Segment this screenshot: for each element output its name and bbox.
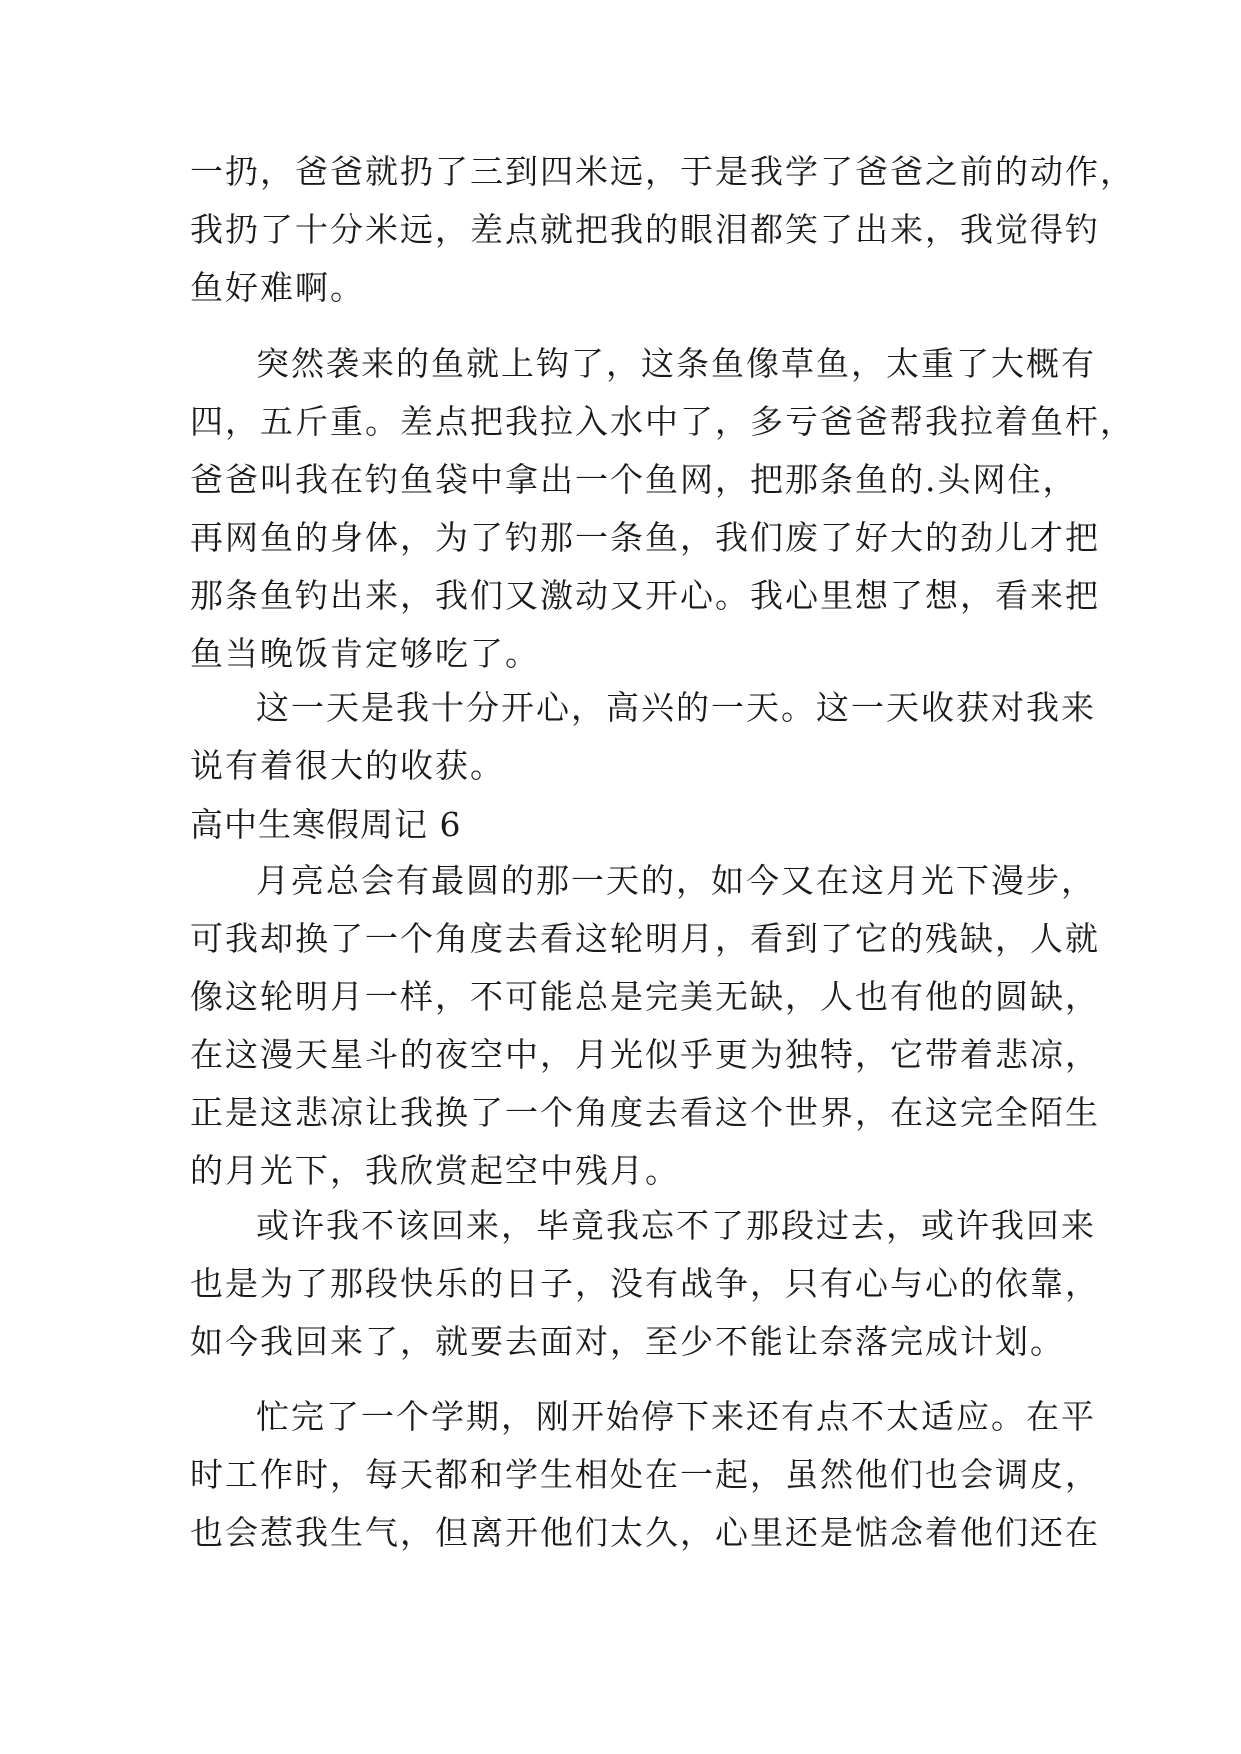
paragraph-line: 像这轮明月一样，不可能总是完美无缺，人也有他的圆缺， xyxy=(190,977,1100,1016)
paragraph-line: 爸爸叫我在钓鱼袋中拿出一个鱼网，把那条鱼的.头网住， xyxy=(190,460,1078,499)
paragraph-line: 鱼当晚饭肯定够吃了。 xyxy=(190,634,540,673)
paragraph-line: 四，五斤重。差点把我拉入水中了，多亏爸爸帮我拉着鱼杆， xyxy=(190,402,1135,441)
paragraph-line: 可我却换了一个角度去看这轮明月，看到了它的残缺，人就 xyxy=(190,919,1100,958)
paragraph-line: 在这漫天星斗的夜空中，月光似乎更为独特，它带着悲凉， xyxy=(190,1035,1100,1074)
paragraph-1 xyxy=(190,143,1135,317)
paragraph-3 xyxy=(190,679,1096,795)
paragraph-line: 我扔了十分米远，差点就把我的眼泪都笑了出来，我觉得钓 xyxy=(190,210,1100,249)
paragraph-line: 说有着很大的收获。 xyxy=(190,746,505,785)
section-paragraph-1 xyxy=(190,852,1100,1200)
section-title: 高中生寒假周记 6 xyxy=(190,805,462,844)
paragraph-line: 突然袭来的鱼就上钩了，这条鱼像草鱼，太重了大概有 xyxy=(256,344,1096,383)
paragraph-2 xyxy=(190,335,1135,683)
paragraph-line: 再网鱼的身体，为了钓那一条鱼，我们废了好大的劲儿才把 xyxy=(190,518,1100,557)
paragraph-line: 月亮总会有最圆的那一天的，如今又在这月光下漫步， xyxy=(256,861,1096,900)
paragraph-line: 正是这悲凉让我换了一个角度去看这个世界，在这完全陌生 xyxy=(190,1093,1100,1132)
paragraph-line: 时工作时，每天都和学生相处在一起，虽然他们也会调皮， xyxy=(190,1455,1100,1494)
paragraph-line: 鱼好难啊。 xyxy=(190,268,365,307)
paragraph-line: 忙完了一个学期，刚开始停下来还有点不太适应。在平 xyxy=(256,1397,1096,1436)
section-paragraph-2 xyxy=(190,1197,1100,1371)
paragraph-line: 如今我回来了，就要去面对，至少不能让奈落完成计划。 xyxy=(190,1322,1065,1361)
paragraph-line: 这一天是我十分开心，高兴的一天。这一天收获对我来 xyxy=(256,688,1096,727)
section-paragraph-3 xyxy=(190,1388,1100,1562)
paragraph-line: 的月光下，我欣赏起空中残月。 xyxy=(190,1151,680,1190)
paragraph-line: 也会惹我生气，但离开他们太久，心里还是惦念着他们还在 xyxy=(190,1513,1100,1552)
paragraph-line: 那条鱼钓出来，我们又激动又开心。我心里想了想，看来把 xyxy=(190,576,1100,615)
paragraph-line: 也是为了那段快乐的日子，没有战争，只有心与心的依靠， xyxy=(190,1264,1100,1303)
paragraph-line: 或许我不该回来，毕竟我忘不了那段过去，或许我回来 xyxy=(256,1206,1096,1245)
paragraph-line: 一扔，爸爸就扔了三到四米远，于是我学了爸爸之前的动作， xyxy=(190,152,1135,191)
